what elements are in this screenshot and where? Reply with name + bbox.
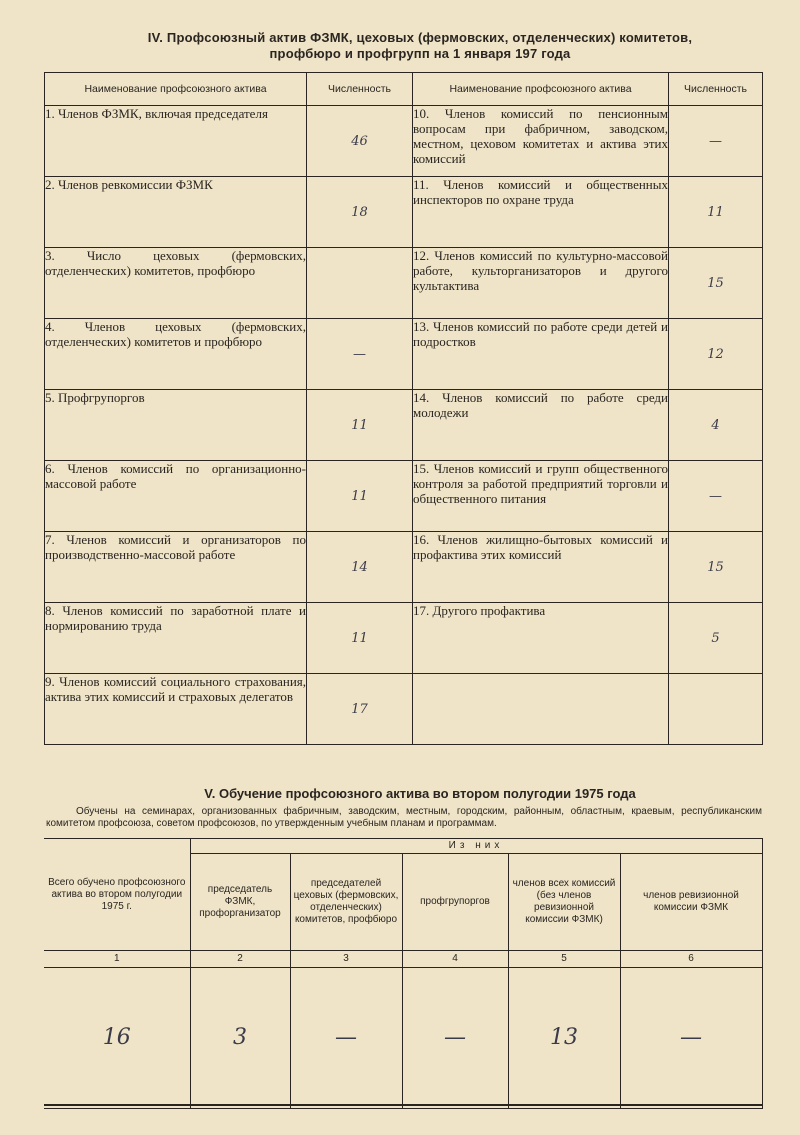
column-number: 6 <box>620 951 762 968</box>
row-value-right: 11 <box>669 177 763 248</box>
table-row <box>45 390 763 461</box>
column-header-group-organizers: профгрупоргов <box>402 854 508 951</box>
table-row <box>45 319 763 390</box>
table-row <box>45 177 763 248</box>
table-header-row <box>45 73 763 106</box>
row-label-right: 17. Другого профактива <box>413 603 669 674</box>
column-number-row <box>44 951 762 968</box>
row-value-left: 18 <box>307 177 413 248</box>
section-5-table <box>44 838 763 1109</box>
row-label-left: 5. Профгрупоргов <box>45 390 307 461</box>
column-header-audit-members: членов ревизионной комиссии ФЗМК <box>620 854 762 951</box>
row-label-right <box>413 674 669 745</box>
row-label-left: 7. Членов комиссий и организаторов по производственно-массовой работе <box>45 532 307 603</box>
column-header-total: Всего обучено профсоюзного актива во втором полугодии 1975 г. <box>44 839 190 951</box>
row-value-right: — <box>669 106 763 177</box>
row-label-left: 3. Число цеховых (фермовских, отделенческих) комитетов, профбюро <box>45 248 307 319</box>
table-row <box>45 106 763 177</box>
column-number: 3 <box>290 951 402 968</box>
row-value-right: — <box>669 461 763 532</box>
section-5-intro: Обучены на семинарах, организованных фабричным, заводским, местным, городским, районным, областным, краевым, республиканским комитетом профсоюза, советом профсоюзов, по утвержденным учебным планам и программам. <box>46 806 762 829</box>
column-header-commission-members: членов всех комиссий (без членов ревизионной комиссии ФЗМК) <box>508 854 620 951</box>
of-them-row <box>44 839 762 854</box>
values-row <box>44 968 762 1109</box>
row-label-left: 4. Членов цеховых (фермовских, отделенческих) комитетов и профбюро <box>45 319 307 390</box>
row-label-right: 13. Членов комиссий по работе среди детей и подростков <box>413 319 669 390</box>
row-label-right: 15. Членов комиссий и групп общественного контроля за работой предприятий торговли и общественного питания <box>413 461 669 532</box>
value-shop-chairmen: — <box>290 968 402 1109</box>
value-chairman: 3 <box>190 968 290 1109</box>
row-value-right: 12 <box>669 319 763 390</box>
row-value-left <box>307 248 413 319</box>
row-label-left: 6. Членов комиссий по организационно-массовой работе <box>45 461 307 532</box>
row-value-right: 5 <box>669 603 763 674</box>
column-number: 5 <box>508 951 620 968</box>
header-count-left: Численность <box>307 73 413 106</box>
row-value-left: 14 <box>307 532 413 603</box>
column-number: 2 <box>190 951 290 968</box>
table-row <box>45 532 763 603</box>
row-label-left: 2. Членов ревкомиссии ФЗМК <box>45 177 307 248</box>
row-label-right: 16. Членов жилищно-бытовых комиссий и профактива этих комиссий <box>413 532 669 603</box>
column-header-chairman: председатель ФЗМК, профорганизатор <box>190 854 290 951</box>
row-value-right: 15 <box>669 248 763 319</box>
section-4-title-line2: профбюро и профгрупп на 1 января 197 года <box>269 46 571 61</box>
row-value-left: 17 <box>307 674 413 745</box>
column-header-shop-chairmen: председателей цеховых (фермовских, отделенческих) комитетов, профбюро <box>290 854 402 951</box>
row-value-left: 11 <box>307 390 413 461</box>
row-label-left: 9. Членов комиссий социального страхования, актива этих комиссий и страховых делегатов <box>45 674 307 745</box>
row-value-left: 11 <box>307 461 413 532</box>
bottom-rule <box>44 1104 762 1106</box>
header-name-right: Наименование профсоюзного актива <box>413 73 669 106</box>
value-group-organizers: — <box>402 968 508 1109</box>
table-row <box>45 603 763 674</box>
header-count-right: Численность <box>669 73 763 106</box>
row-value-right: 15 <box>669 532 763 603</box>
row-label-left: 8. Членов комиссий по заработной плате и нормированию труда <box>45 603 307 674</box>
row-label-right: 14. Членов комиссий по работе среди молодежи <box>413 390 669 461</box>
row-label-right: 12. Членов комиссий по культурно-массовой работе, культорганизаторов и другого культактива <box>413 248 669 319</box>
row-value-left: — <box>307 319 413 390</box>
section-5-title: V. Обучение профсоюзного актива во втором полугодии 1975 года <box>204 786 636 801</box>
value-audit-members: — <box>620 968 762 1109</box>
row-label-left: 1. Членов ФЗМК, включая председателя <box>45 106 307 177</box>
row-label-right: 10. Членов комиссий по пенсионным вопросам при фабричном, заводском, местном, цеховом комитетах и актива этих комиссий <box>413 106 669 177</box>
table-row <box>45 248 763 319</box>
value-total: 16 <box>44 968 190 1109</box>
column-number: 4 <box>402 951 508 968</box>
value-commission-members: 13 <box>508 968 620 1109</box>
row-value-left: 11 <box>307 603 413 674</box>
of-them-header: Из них <box>190 839 762 854</box>
section-4-title-line1: IV. Профсоюзный актив ФЗМК, цеховых (фермовских, отделенческих) комитетов, <box>147 30 693 45</box>
row-value-right <box>669 674 763 745</box>
section-4-title <box>60 30 780 62</box>
table-row <box>45 461 763 532</box>
row-label-right: 11. Членов комиссий и общественных инспекторов по охране труда <box>413 177 669 248</box>
row-value-left: 46 <box>307 106 413 177</box>
section-4-table <box>44 72 763 745</box>
header-name-left: Наименование профсоюзного актива <box>45 73 307 106</box>
column-number: 1 <box>44 951 190 968</box>
table-row <box>45 674 763 745</box>
row-value-right: 4 <box>669 390 763 461</box>
